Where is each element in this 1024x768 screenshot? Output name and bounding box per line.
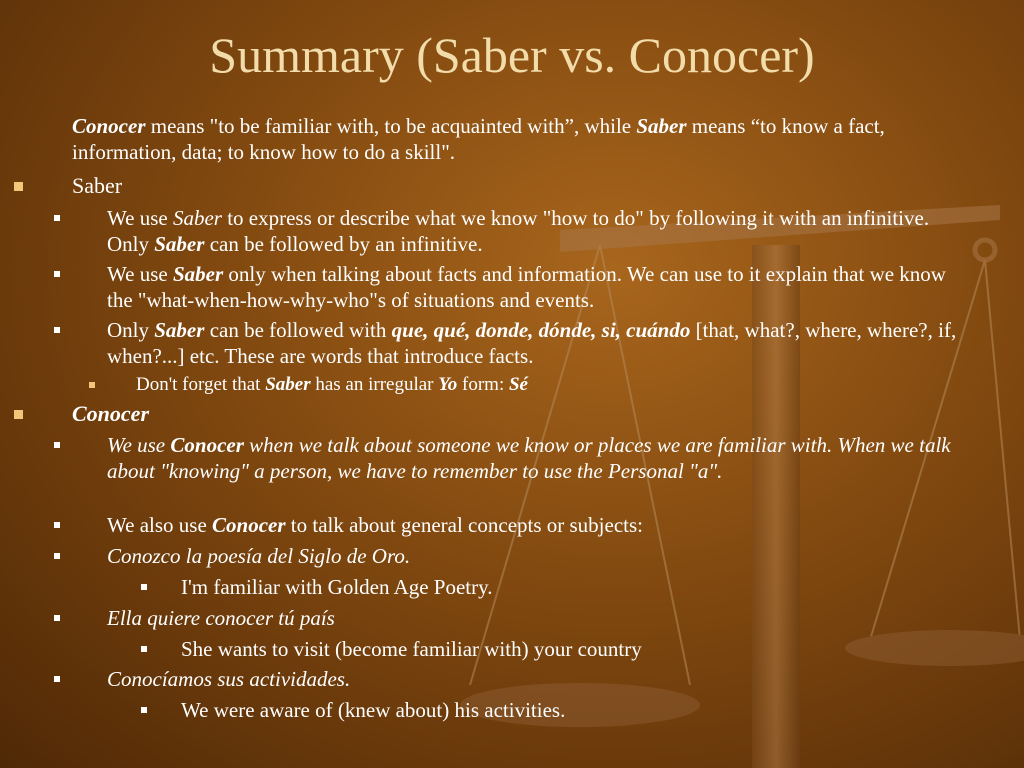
intro-text-1: means "to be familiar with, to be acquainted with”, while [145, 114, 637, 138]
word-saber: Saber [154, 232, 205, 256]
bullet-icon [141, 646, 147, 652]
example-1-translation: I'm familiar with Golden Age Poetry. [181, 575, 493, 599]
saber-heading: Saber [72, 173, 123, 198]
example-3-translation: We were aware of (knew about) his activities. [181, 698, 566, 722]
intro-word-saber: Saber [636, 114, 687, 138]
question-words: que, qué, donde, dónde, si, cuándo [391, 318, 691, 342]
conocer-heading: Conocer [72, 401, 149, 426]
example-1: Conozco la poesía del Siglo de Oro. [107, 544, 411, 568]
text-run: can be followed with [204, 318, 392, 342]
bullet-icon [89, 382, 95, 388]
text-run: We use [107, 433, 171, 457]
text-run: We use [107, 206, 173, 230]
text-run: Don't forget that [136, 374, 266, 395]
bullet-icon [54, 615, 60, 621]
intro-word-conocer: Conocer [72, 114, 146, 138]
word-conocer: Conocer [170, 433, 244, 457]
text-run: to talk about general concepts or subjects: [285, 513, 644, 537]
word-saber: Saber [172, 206, 222, 230]
slide-title: Summary (Saber vs. Conocer) [209, 27, 815, 83]
text-run: only when talking about facts and information. We can use to it explain that we know the "what-when-how-why-who"s of situations and events. [107, 262, 946, 312]
example-2-translation: She wants to visit (become familiar with) your country [181, 637, 642, 661]
bullet-icon [54, 215, 60, 221]
bullet-icon [54, 553, 60, 559]
saber-point-1 [107, 205, 957, 257]
text-run: has an irregular [310, 374, 439, 395]
bullet-icon [54, 676, 60, 682]
text-run: [that, what?, where, where?, if, when?...] etc. These are words that introduce facts. [107, 318, 957, 368]
word-yo: Yo [438, 374, 458, 395]
conocer-point-2 [107, 512, 957, 538]
text-run: We use [107, 262, 173, 286]
text-run: Only [107, 318, 155, 342]
bullet-icon [14, 182, 23, 191]
bullet-icon [14, 410, 23, 419]
bullet-icon [141, 584, 147, 590]
intro-paragraph [72, 113, 962, 165]
text-run: when we talk about someone we know or places we are familiar with. When we talk about "knowing" a person, we have to remember to use the Personal "a". [107, 433, 951, 483]
intro-text-2: means “to know a fact, information, data; to know how to do a skill". [72, 114, 885, 164]
example-2: Ella quiere conocer tú país [107, 606, 335, 630]
text-run: can be followed by an infinitive. [204, 232, 483, 256]
bullet-icon [54, 327, 60, 333]
text-run: We also use [107, 513, 213, 537]
example-3: Conocíamos sus actividades. [107, 667, 351, 691]
text-run: form: [457, 374, 509, 395]
saber-point-2 [107, 261, 957, 313]
text-run: to express or describe what we know "how to do" by following it with an infinitive. Only [107, 206, 930, 256]
saber-point-3 [107, 317, 967, 369]
word-conocer: Conocer [212, 513, 286, 537]
word-saber: Saber [265, 374, 311, 395]
word-saber: Saber [172, 262, 224, 286]
bullet-icon [141, 707, 147, 713]
word-saber: Saber [154, 318, 205, 342]
saber-subpoint [136, 372, 956, 398]
bullet-icon [54, 442, 60, 448]
bullet-icon [54, 271, 60, 277]
bullet-icon [54, 522, 60, 528]
word-se: Sé [508, 374, 528, 395]
conocer-point-1 [107, 432, 957, 484]
